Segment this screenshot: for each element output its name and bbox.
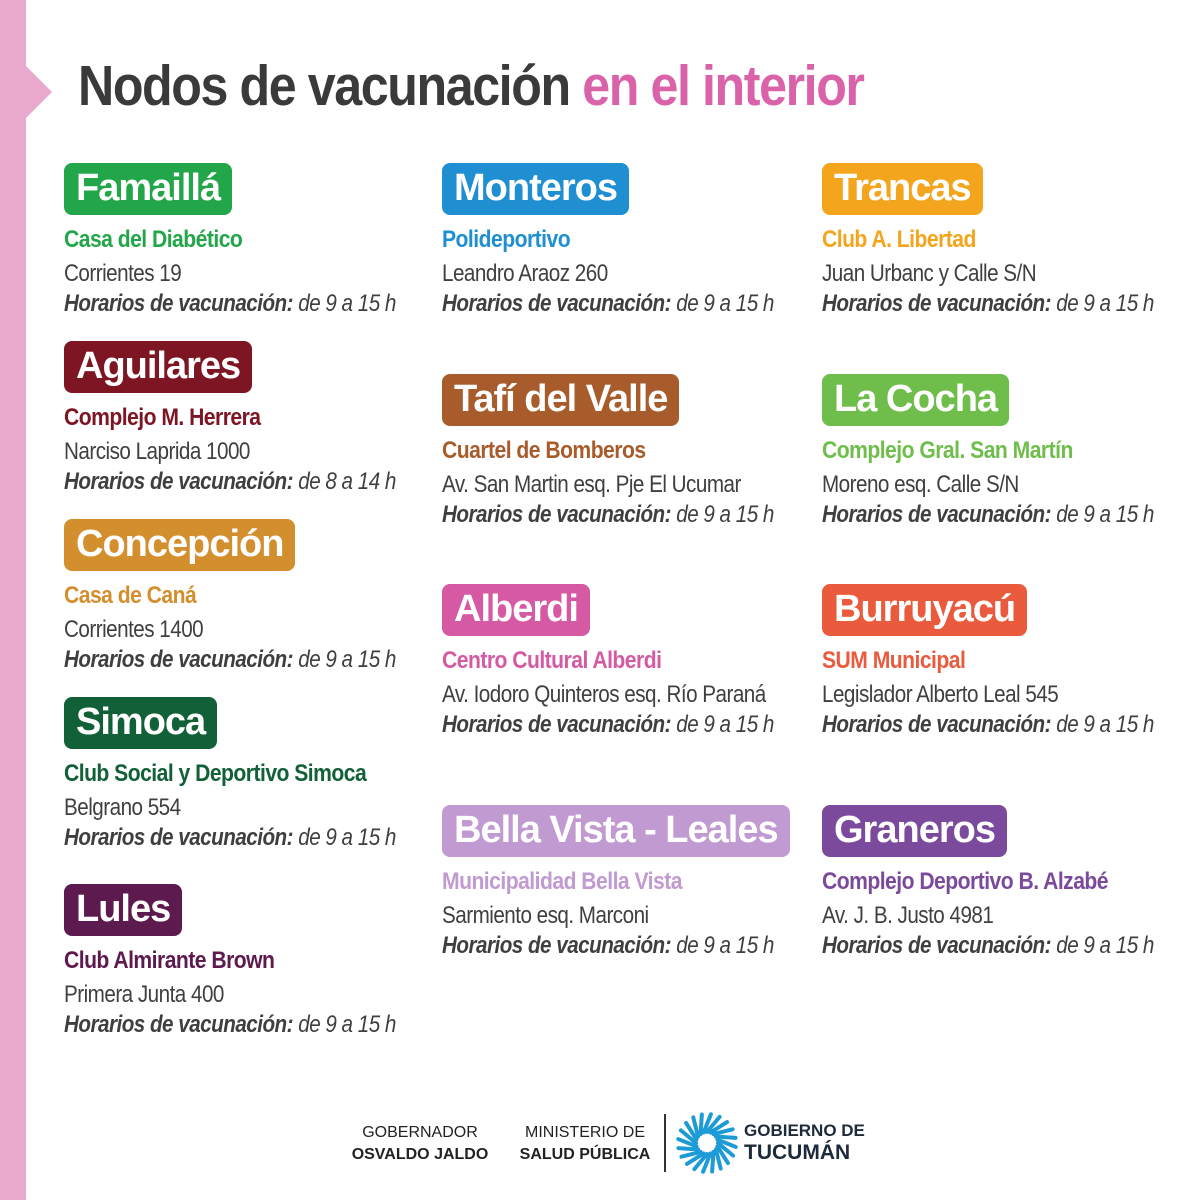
hours-value: de 8 a 14 h <box>298 468 396 495</box>
hours-value: de 9 a 15 h <box>298 824 396 851</box>
node-address: Narciso Laprida 1000 <box>64 438 250 465</box>
hours-label: Horarios de vacunación: <box>822 501 1052 528</box>
hours-label: Horarios de vacunación: <box>822 290 1052 317</box>
node-hours <box>822 710 1154 740</box>
hours-value: de 9 a 15 h <box>298 1011 396 1038</box>
page-title-main: Nodos de vacunación <box>78 54 570 118</box>
node-venue: Club Social y Deportivo Simoca <box>64 760 367 787</box>
node-venue: Club A. Libertad <box>822 226 976 253</box>
node-address: Av. J. B. Justo 4981 <box>822 902 994 929</box>
node-name-badge: Concepción <box>64 519 295 571</box>
ministry-line1: MINISTERIO DE <box>524 1124 645 1141</box>
hours-label: Horarios de vacunación: <box>442 501 672 528</box>
hours-value: de 9 a 15 h <box>676 501 774 528</box>
node-card <box>442 584 802 740</box>
hours-value: de 9 a 15 h <box>676 711 774 738</box>
node-hours <box>822 289 1154 319</box>
node-name-badge: Bella Vista - Leales <box>442 805 790 857</box>
hours-value: de 9 a 15 h <box>1056 711 1154 738</box>
node-venue: Centro Cultural Alberdi <box>442 647 662 674</box>
node-card <box>442 163 802 319</box>
node-hours <box>64 1010 396 1040</box>
hours-label: Horarios de vacunación: <box>64 824 294 851</box>
node-venue: Complejo M. Herrera <box>64 404 261 431</box>
node-venue: Cuartel de Bomberos <box>442 437 646 464</box>
node-name-badge: Burruyacú <box>822 584 1027 636</box>
hours-value: de 9 a 15 h <box>1056 290 1154 317</box>
node-name-badge: Simoca <box>64 697 217 749</box>
node-hours <box>442 289 774 319</box>
node-card <box>64 341 424 497</box>
ministry-credit <box>505 1122 665 1166</box>
side-accent-arrow <box>26 66 52 118</box>
node-name-badge: Trancas <box>822 163 983 215</box>
hours-label: Horarios de vacunación: <box>64 290 294 317</box>
node-name-badge: Tafí del Valle <box>442 374 679 426</box>
node-card <box>822 374 1182 530</box>
node-address: Legislador Alberto Leal 545 <box>822 681 1059 708</box>
node-card <box>64 884 424 1040</box>
hours-value: de 9 a 15 h <box>298 646 396 673</box>
node-name-badge: Lules <box>64 884 182 936</box>
governor-title: GOBERNADOR <box>362 1124 478 1141</box>
node-address: Primera Junta 400 <box>64 981 224 1008</box>
ministry-line2: SALUD PÚBLICA <box>519 1146 651 1163</box>
governor-name: OSVALDO JALDO <box>351 1146 489 1163</box>
node-address: Sarmiento esq. Marconi <box>442 902 649 929</box>
node-card <box>822 805 1182 961</box>
node-card <box>822 163 1182 319</box>
node-address: Av. San Martin esq. Pje El Ucumar <box>442 471 741 498</box>
hours-value: de 9 a 15 h <box>676 290 774 317</box>
node-card <box>64 697 424 853</box>
node-venue: Casa de Caná <box>64 582 197 609</box>
node-card <box>64 163 424 319</box>
hours-value: de 9 a 15 h <box>1056 501 1154 528</box>
node-name-badge: Alberdi <box>442 584 590 636</box>
node-name-badge: La Cocha <box>822 374 1009 426</box>
node-venue: Casa del Diabético <box>64 226 243 253</box>
gobierno-tucuman-logo-icon <box>676 1112 738 1174</box>
node-address: Corrientes 1400 <box>64 616 204 643</box>
node-hours <box>822 500 1154 530</box>
hours-label: Horarios de vacunación: <box>442 711 672 738</box>
page-title-accent: en el interior <box>582 54 864 118</box>
node-address: Belgrano 554 <box>64 794 181 821</box>
hours-label: Horarios de vacunación: <box>822 932 1052 959</box>
hours-value: de 9 a 15 h <box>1056 932 1154 959</box>
node-hours <box>64 467 396 497</box>
government-line2: TUCUMÁN <box>744 1141 851 1164</box>
node-address: Corrientes 19 <box>64 260 182 287</box>
government-line1: GOBIERNO DE <box>744 1121 865 1140</box>
node-venue: Club Almirante Brown <box>64 947 275 974</box>
governor-credit <box>330 1122 510 1166</box>
hours-label: Horarios de vacunación: <box>64 1011 294 1038</box>
hours-label: Horarios de vacunación: <box>442 290 672 317</box>
hours-label: Horarios de vacunación: <box>822 711 1052 738</box>
node-venue: SUM Municipal <box>822 647 966 674</box>
node-hours <box>442 710 774 740</box>
node-address: Av. Iodoro Quinteros esq. Río Paraná <box>442 681 766 708</box>
hours-label: Horarios de vacunación: <box>64 468 294 495</box>
node-card <box>64 519 424 675</box>
node-venue: Complejo Deportivo B. Alzabé <box>822 868 1109 895</box>
node-venue: Complejo Gral. San Martín <box>822 437 1073 464</box>
hours-value: de 9 a 15 h <box>676 932 774 959</box>
node-address: Moreno esq. Calle S/N <box>822 471 1019 498</box>
node-card <box>442 374 802 530</box>
hours-value: de 9 a 15 h <box>298 290 396 317</box>
node-venue: Polideportivo <box>442 226 571 253</box>
node-hours <box>64 823 396 853</box>
node-name-badge: Aguilares <box>64 341 252 393</box>
footer-divider <box>664 1114 666 1172</box>
page-title <box>78 52 864 120</box>
node-venue: Municipalidad Bella Vista <box>442 868 682 895</box>
node-card <box>442 805 802 961</box>
hours-label: Horarios de vacunación: <box>442 932 672 959</box>
node-hours <box>442 931 774 961</box>
node-hours <box>64 645 396 675</box>
side-accent-bar <box>0 0 26 1200</box>
government-credit <box>744 1120 865 1164</box>
node-address: Leandro Araoz 260 <box>442 260 608 287</box>
node-name-badge: Monteros <box>442 163 629 215</box>
node-name-badge: Famaillá <box>64 163 232 215</box>
node-card <box>822 584 1182 740</box>
node-hours <box>64 289 396 319</box>
hours-label: Horarios de vacunación: <box>64 646 294 673</box>
node-hours <box>822 931 1154 961</box>
node-hours <box>442 500 774 530</box>
node-address: Juan Urbanc y Calle S/N <box>822 260 1037 287</box>
node-name-badge: Graneros <box>822 805 1007 857</box>
